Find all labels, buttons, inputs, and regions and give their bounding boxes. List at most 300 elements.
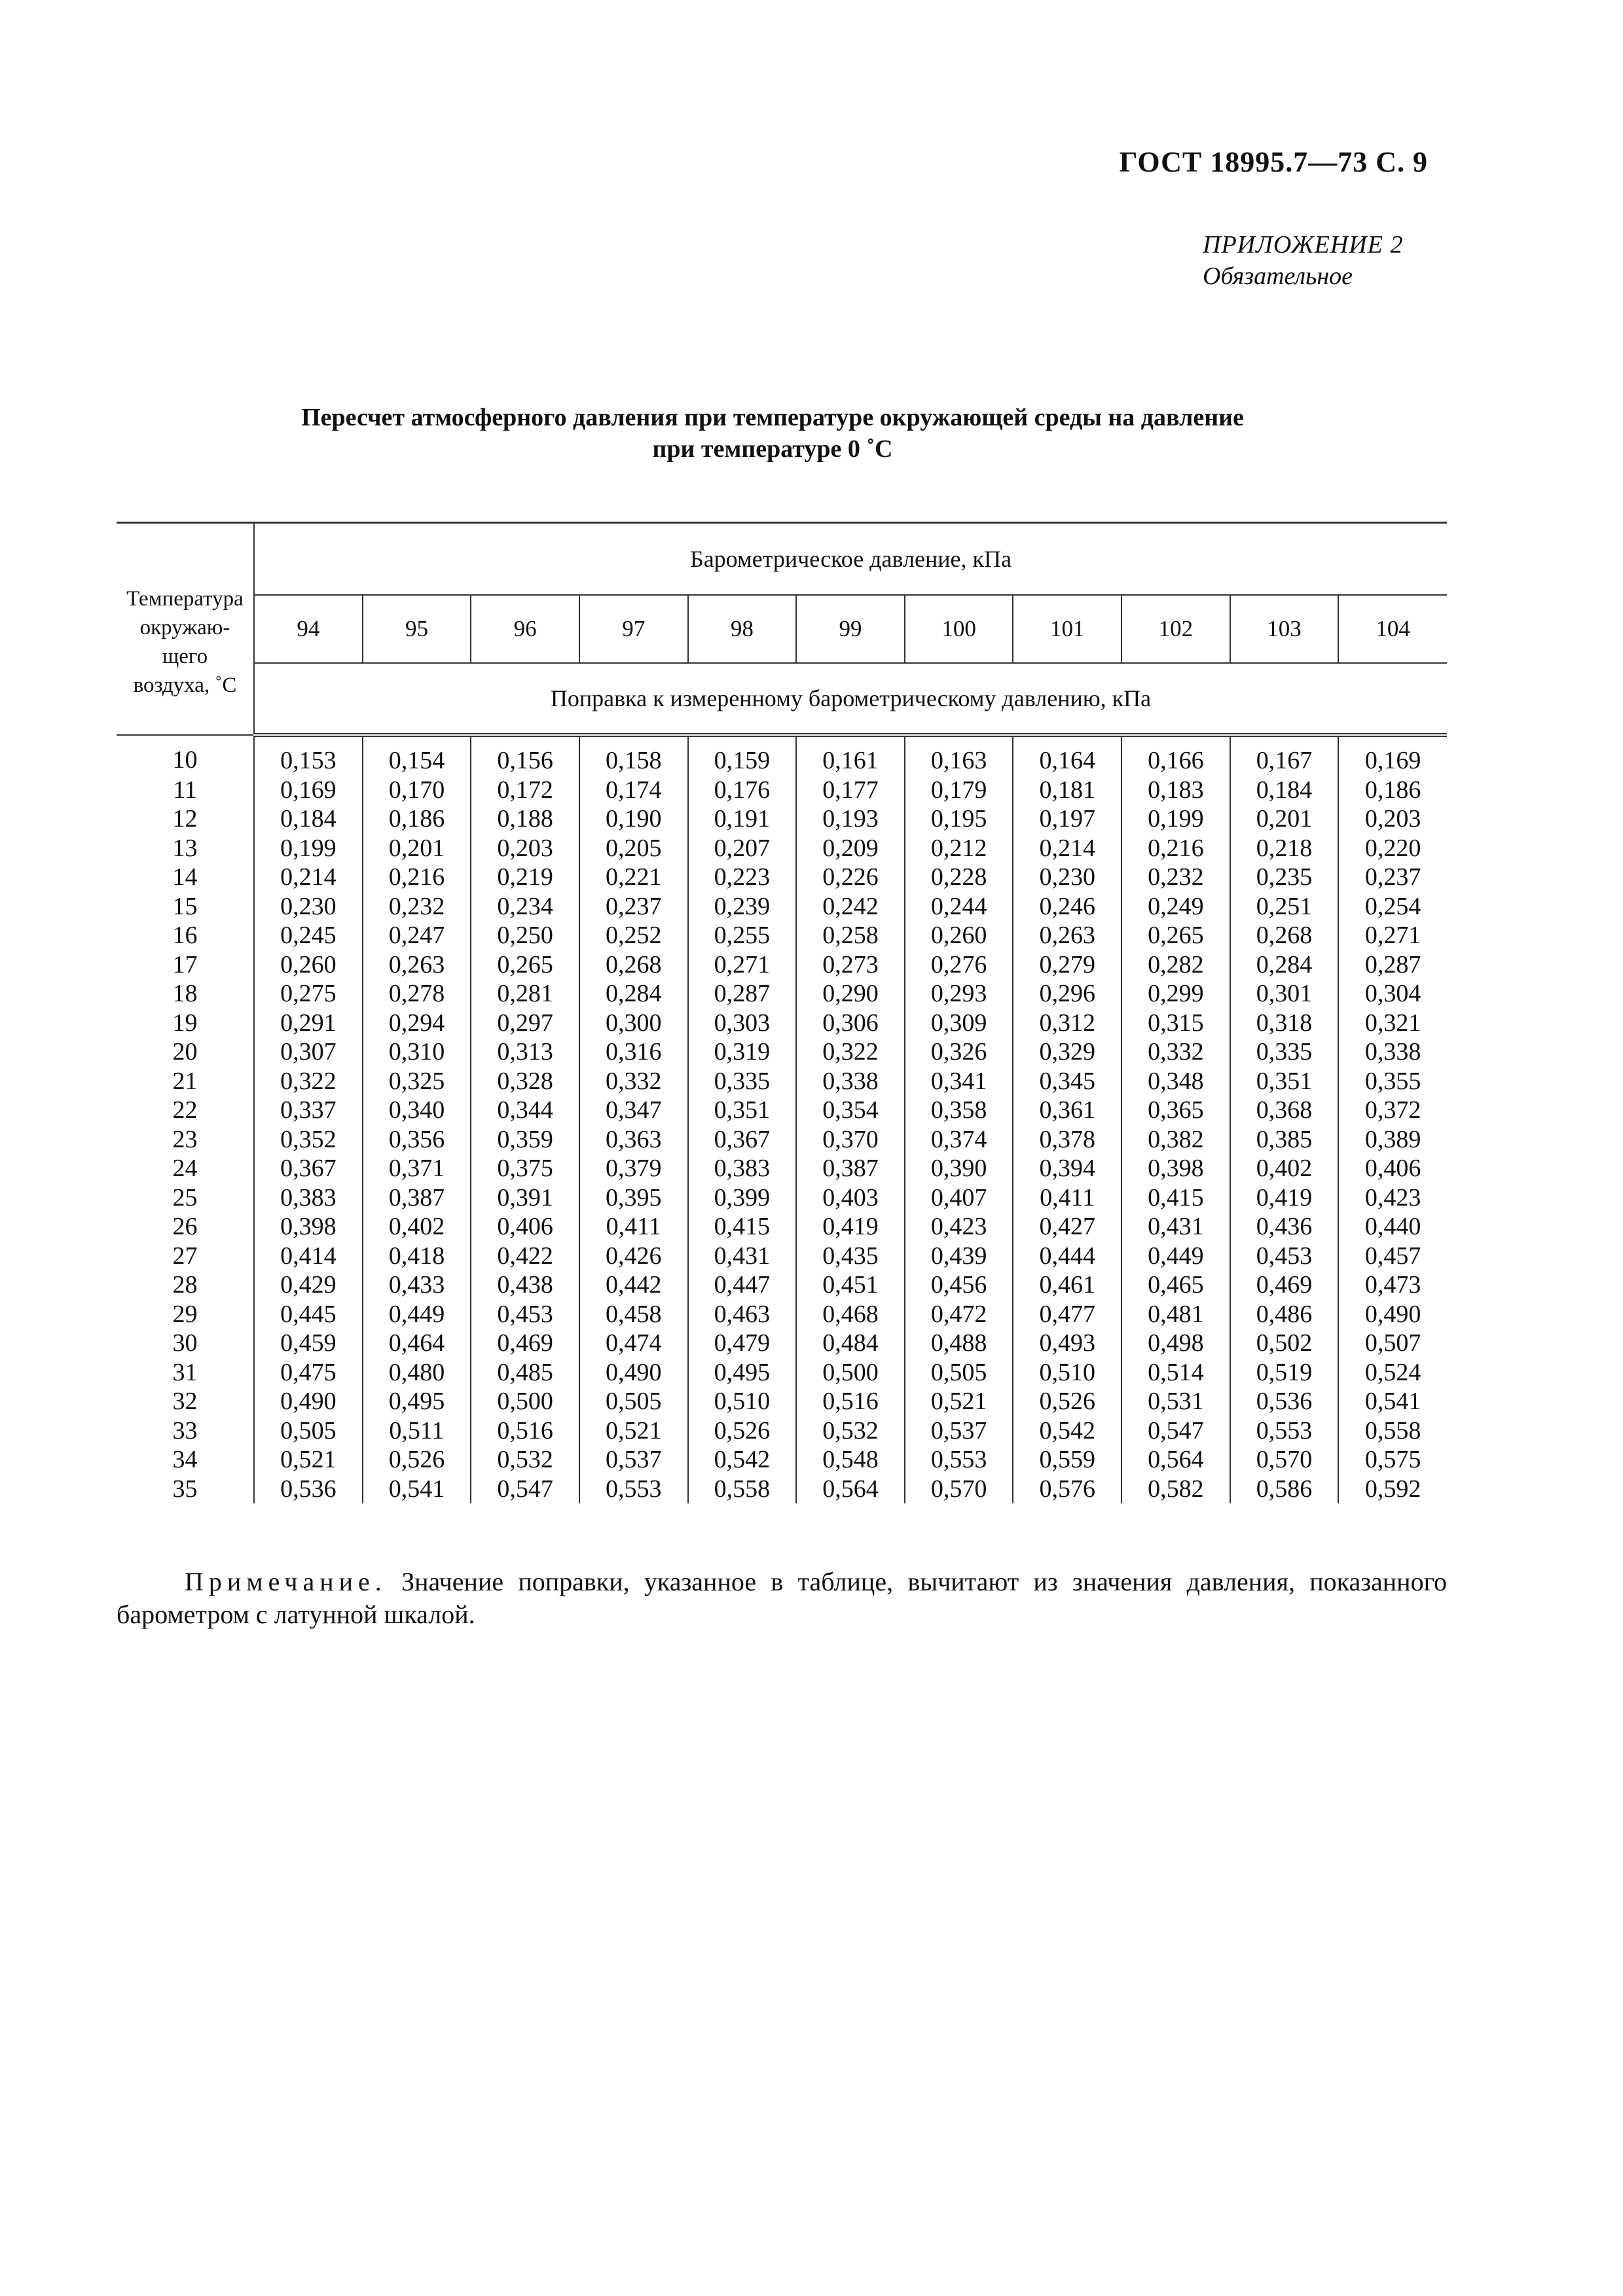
correction-cell: 0,564 [796, 1475, 905, 1504]
correction-cell: 0,458 [579, 1300, 688, 1329]
correction-cell: 0,415 [688, 1212, 797, 1242]
correction-cell: 0,335 [1230, 1037, 1339, 1067]
correction-cell: 0,251 [1230, 892, 1339, 922]
correction-cell: 0,457 [1338, 1242, 1447, 1271]
correction-cell: 0,418 [363, 1242, 471, 1271]
correction-cell: 0,228 [905, 863, 1013, 892]
correction-cell: 0,249 [1122, 892, 1230, 922]
table-row [117, 1387, 1447, 1416]
correction-cell: 0,226 [796, 863, 905, 892]
correction-cell: 0,537 [905, 1416, 1013, 1446]
correction-cell: 0,260 [254, 950, 363, 980]
temperature-cell: 29 [117, 1300, 254, 1329]
correction-cell: 0,232 [363, 892, 471, 922]
correction-cell: 0,329 [1013, 1037, 1122, 1067]
correction-cell: 0,502 [1230, 1329, 1339, 1358]
correction-cell: 0,486 [1230, 1300, 1339, 1329]
table-row [117, 1096, 1447, 1125]
correction-cell: 0,338 [796, 1067, 905, 1096]
table-row [117, 1154, 1447, 1183]
table-row [117, 834, 1447, 863]
correction-cell: 0,524 [1338, 1358, 1447, 1388]
pressure-header-cell: 94 [254, 595, 363, 663]
correction-cell: 0,537 [579, 1445, 688, 1475]
correction-cell: 0,447 [688, 1270, 797, 1300]
correction-cell: 0,382 [1122, 1125, 1230, 1155]
temperature-cell: 13 [117, 834, 254, 863]
correction-cell: 0,328 [471, 1067, 579, 1096]
correction-cell: 0,281 [471, 979, 579, 1009]
correction-cell: 0,431 [688, 1242, 797, 1271]
correction-cell: 0,367 [688, 1125, 797, 1155]
pressure-header-cell: 101 [1013, 595, 1122, 663]
correction-cell: 0,419 [1230, 1183, 1339, 1213]
correction-cell: 0,411 [579, 1212, 688, 1242]
correction-cell: 0,406 [1338, 1154, 1447, 1183]
correction-cell: 0,278 [363, 979, 471, 1009]
correction-cell: 0,184 [1230, 776, 1339, 805]
correction-cell: 0,195 [905, 804, 1013, 834]
temperature-cell: 12 [117, 804, 254, 834]
correction-cell: 0,389 [1338, 1125, 1447, 1155]
temperature-cell: 34 [117, 1445, 254, 1475]
correction-cell: 0,536 [254, 1475, 363, 1504]
correction-cell: 0,481 [1122, 1300, 1230, 1329]
table-row [117, 979, 1447, 1009]
correction-cell: 0,332 [1122, 1037, 1230, 1067]
correction-cell: 0,268 [1230, 921, 1339, 950]
correction-cell: 0,176 [688, 776, 797, 805]
temperature-cell: 26 [117, 1212, 254, 1242]
correction-cell: 0,306 [796, 1009, 905, 1038]
temperature-cell: 21 [117, 1067, 254, 1096]
correction-cell: 0,169 [254, 776, 363, 805]
temperature-cell: 33 [117, 1416, 254, 1446]
pressure-header-cell: 97 [579, 595, 688, 663]
correction-cell: 0,153 [254, 735, 363, 776]
correction-cell: 0,216 [1122, 834, 1230, 863]
correction-cell: 0,435 [796, 1242, 905, 1271]
temperature-cell: 23 [117, 1125, 254, 1155]
correction-cell: 0,201 [363, 834, 471, 863]
correction-cell: 0,310 [363, 1037, 471, 1067]
correction-cell: 0,586 [1230, 1475, 1339, 1504]
temperature-cell: 32 [117, 1387, 254, 1416]
correction-cell: 0,526 [1013, 1387, 1122, 1416]
correction-cell: 0,319 [688, 1037, 797, 1067]
correction-cell: 0,207 [688, 834, 797, 863]
correction-cell: 0,411 [1013, 1183, 1122, 1213]
temperature-header-line-1: Температура [126, 587, 244, 611]
correction-cell: 0,179 [905, 776, 1013, 805]
correction-cell: 0,510 [688, 1387, 797, 1416]
temperature-cell: 30 [117, 1329, 254, 1358]
table-row [117, 1183, 1447, 1213]
temperature-cell: 18 [117, 979, 254, 1009]
correction-cell: 0,307 [254, 1037, 363, 1067]
correction-cell: 0,181 [1013, 776, 1122, 805]
correction-cell: 0,456 [905, 1270, 1013, 1300]
correction-cell: 0,426 [579, 1242, 688, 1271]
temperature-cell: 35 [117, 1475, 254, 1504]
correction-cell: 0,318 [1230, 1009, 1339, 1038]
correction-cell: 0,514 [1122, 1358, 1230, 1388]
correction-cell: 0,387 [363, 1183, 471, 1213]
correction-cell: 0,170 [363, 776, 471, 805]
note-paragraph [117, 1566, 1447, 1631]
correction-cell: 0,245 [254, 921, 363, 950]
correction-cell: 0,378 [1013, 1125, 1122, 1155]
correction-cell: 0,399 [688, 1183, 797, 1213]
correction-cell: 0,216 [363, 863, 471, 892]
correction-cell: 0,570 [1230, 1445, 1339, 1475]
correction-cell: 0,370 [796, 1125, 905, 1155]
correction-cell: 0,265 [471, 950, 579, 980]
correction-cell: 0,223 [688, 863, 797, 892]
correction-cell: 0,516 [471, 1416, 579, 1446]
correction-cell: 0,391 [471, 1183, 579, 1213]
correction-cell: 0,469 [1230, 1270, 1339, 1300]
correction-cell: 0,372 [1338, 1096, 1447, 1125]
correction-cell: 0,402 [1230, 1154, 1339, 1183]
correction-cell: 0,490 [254, 1387, 363, 1416]
temperature-header-line-4: воздуха, ˚С [133, 673, 237, 697]
correction-cell: 0,332 [579, 1067, 688, 1096]
correction-cell: 0,338 [1338, 1037, 1447, 1067]
correction-cell: 0,505 [254, 1416, 363, 1446]
correction-cell: 0,427 [1013, 1212, 1122, 1242]
correction-cell: 0,322 [254, 1067, 363, 1096]
table-row [117, 735, 1447, 776]
correction-cell: 0,242 [796, 892, 905, 922]
correction-cell: 0,451 [796, 1270, 905, 1300]
correction-cell: 0,345 [1013, 1067, 1122, 1096]
table-title-line-2: при температуре 0 ˚С [652, 435, 893, 463]
table-row [117, 950, 1447, 980]
header-row-correction [117, 663, 1447, 735]
barometric-pressure-header: Барометрическое давление, кПа [254, 523, 1447, 596]
table-row [117, 863, 1447, 892]
correction-cell: 0,344 [471, 1096, 579, 1125]
correction-cell: 0,419 [796, 1212, 905, 1242]
correction-cell: 0,500 [471, 1387, 579, 1416]
correction-cell: 0,335 [688, 1067, 797, 1096]
correction-cell: 0,468 [796, 1300, 905, 1329]
correction-cell: 0,221 [579, 863, 688, 892]
correction-cell: 0,505 [579, 1387, 688, 1416]
table-body [117, 735, 1447, 1503]
correction-cell: 0,260 [905, 921, 1013, 950]
correction-cell: 0,337 [254, 1096, 363, 1125]
correction-cell: 0,313 [471, 1037, 579, 1067]
table-row [117, 1242, 1447, 1271]
correction-cell: 0,193 [796, 804, 905, 834]
correction-cell: 0,301 [1230, 979, 1339, 1009]
appendix-status: Обязательное [1203, 262, 1353, 290]
correction-cell: 0,237 [1338, 863, 1447, 892]
table-row [117, 1329, 1447, 1358]
correction-cell: 0,325 [363, 1067, 471, 1096]
correction-cell: 0,163 [905, 735, 1013, 776]
correction-cell: 0,449 [1122, 1242, 1230, 1271]
correction-cell: 0,203 [471, 834, 579, 863]
correction-cell: 0,315 [1122, 1009, 1230, 1038]
correction-cell: 0,347 [579, 1096, 688, 1125]
correction-cell: 0,436 [1230, 1212, 1339, 1242]
correction-cell: 0,532 [796, 1416, 905, 1446]
correction-cell: 0,169 [1338, 735, 1447, 776]
correction-cell: 0,199 [1122, 804, 1230, 834]
correction-cell: 0,154 [363, 735, 471, 776]
correction-header: Поправка к измеренному барометрическому давлению, кПа [254, 663, 1447, 735]
table-title [0, 402, 1545, 465]
table-row [117, 1009, 1447, 1038]
correction-cell: 0,203 [1338, 804, 1447, 834]
correction-cell: 0,505 [905, 1358, 1013, 1388]
header-row-group [117, 523, 1447, 596]
correction-cell: 0,444 [1013, 1242, 1122, 1271]
appendix-title: ПРИЛОЖЕНИЕ 2 [1203, 231, 1404, 259]
correction-cell: 0,351 [1230, 1067, 1339, 1096]
correction-cell: 0,521 [254, 1445, 363, 1475]
correction-cell: 0,541 [1338, 1387, 1447, 1416]
correction-cell: 0,488 [905, 1329, 1013, 1358]
table-row [117, 1416, 1447, 1446]
correction-cell: 0,477 [1013, 1300, 1122, 1329]
correction-cell: 0,172 [471, 776, 579, 805]
correction-cell: 0,321 [1338, 1009, 1447, 1038]
correction-cell: 0,493 [1013, 1329, 1122, 1358]
correction-cell: 0,433 [363, 1270, 471, 1300]
table-row [117, 1358, 1447, 1388]
temperature-cell: 27 [117, 1242, 254, 1271]
correction-cell: 0,156 [471, 735, 579, 776]
correction-cell: 0,398 [1122, 1154, 1230, 1183]
temperature-cell: 25 [117, 1183, 254, 1213]
correction-cell: 0,526 [688, 1416, 797, 1446]
pressure-header-cell: 102 [1122, 595, 1230, 663]
correction-cell: 0,464 [363, 1329, 471, 1358]
correction-cell: 0,431 [1122, 1212, 1230, 1242]
temperature-cell: 19 [117, 1009, 254, 1038]
table-row [117, 1212, 1447, 1242]
correction-cell: 0,177 [796, 776, 905, 805]
correction-cell: 0,220 [1338, 834, 1447, 863]
table-row [117, 1475, 1447, 1504]
correction-cell: 0,480 [363, 1358, 471, 1388]
correction-cell: 0,484 [796, 1329, 905, 1358]
correction-cell: 0,374 [905, 1125, 1013, 1155]
correction-cell: 0,246 [1013, 892, 1122, 922]
correction-cell: 0,287 [688, 979, 797, 1009]
correction-cell: 0,521 [579, 1416, 688, 1446]
correction-cell: 0,351 [688, 1096, 797, 1125]
correction-cell: 0,521 [905, 1387, 1013, 1416]
pressure-values-row [117, 595, 1447, 663]
correction-cell: 0,495 [688, 1358, 797, 1388]
correction-cell: 0,161 [796, 735, 905, 776]
correction-cell: 0,367 [254, 1154, 363, 1183]
correction-cell: 0,191 [688, 804, 797, 834]
table-row [117, 1300, 1447, 1329]
table-row [117, 892, 1447, 922]
correction-cell: 0,559 [1013, 1445, 1122, 1475]
correction-cell: 0,265 [1122, 921, 1230, 950]
correction-cell: 0,218 [1230, 834, 1339, 863]
correction-cell: 0,186 [1338, 776, 1447, 805]
correction-cell: 0,423 [1338, 1183, 1447, 1213]
correction-cell: 0,547 [471, 1475, 579, 1504]
correction-cell: 0,415 [1122, 1183, 1230, 1213]
correction-cell: 0,284 [1230, 950, 1339, 980]
note-text: Значение поправки, указанное в таблице, вычитают из значения давления, показанного барометром с латунной шкалой. [117, 1567, 1447, 1629]
correction-cell: 0,322 [796, 1037, 905, 1067]
correction-cell: 0,495 [363, 1387, 471, 1416]
correction-cell: 0,209 [796, 834, 905, 863]
table-row [117, 921, 1447, 950]
correction-cell: 0,300 [579, 1009, 688, 1038]
temperature-cell: 10 [117, 735, 254, 776]
correction-cell: 0,582 [1122, 1475, 1230, 1504]
correction-cell: 0,439 [905, 1242, 1013, 1271]
page-header: ГОСТ 18995.7—73 С. 9 [1119, 146, 1428, 178]
correction-cell: 0,383 [688, 1154, 797, 1183]
correction-cell: 0,304 [1338, 979, 1447, 1009]
correction-cell: 0,263 [1013, 921, 1122, 950]
temperature-cell: 20 [117, 1037, 254, 1067]
correction-cell: 0,558 [688, 1475, 797, 1504]
table-row [117, 1270, 1447, 1300]
correction-cell: 0,440 [1338, 1212, 1447, 1242]
table-row [117, 1125, 1447, 1155]
correction-cell: 0,500 [796, 1358, 905, 1388]
correction-cell: 0,406 [471, 1212, 579, 1242]
correction-cell: 0,387 [796, 1154, 905, 1183]
correction-cell: 0,284 [579, 979, 688, 1009]
correction-cell: 0,542 [688, 1445, 797, 1475]
correction-cell: 0,442 [579, 1270, 688, 1300]
correction-cell: 0,422 [471, 1242, 579, 1271]
correction-cell: 0,293 [905, 979, 1013, 1009]
correction-cell: 0,159 [688, 735, 797, 776]
correction-cell: 0,297 [471, 1009, 579, 1038]
correction-cell: 0,438 [471, 1270, 579, 1300]
table-row [117, 1445, 1447, 1475]
correction-cell: 0,395 [579, 1183, 688, 1213]
correction-cell: 0,303 [688, 1009, 797, 1038]
correction-cell: 0,252 [579, 921, 688, 950]
correction-cell: 0,184 [254, 804, 363, 834]
correction-cell: 0,465 [1122, 1270, 1230, 1300]
temperature-header-line-2: окружаю- [139, 616, 230, 639]
correction-cell: 0,390 [905, 1154, 1013, 1183]
correction-cell: 0,197 [1013, 804, 1122, 834]
correction-cell: 0,247 [363, 921, 471, 950]
correction-cell: 0,536 [1230, 1387, 1339, 1416]
correction-cell: 0,375 [471, 1154, 579, 1183]
correction-cell: 0,201 [1230, 804, 1339, 834]
temperature-cell: 16 [117, 921, 254, 950]
correction-cell: 0,490 [1338, 1300, 1447, 1329]
correction-cell: 0,576 [1013, 1475, 1122, 1504]
table-row [117, 1067, 1447, 1096]
correction-cell: 0,232 [1122, 863, 1230, 892]
correction-cell: 0,212 [905, 834, 1013, 863]
correction-cell: 0,294 [363, 1009, 471, 1038]
correction-cell: 0,326 [905, 1037, 1013, 1067]
note-label: Примечание. [185, 1567, 387, 1596]
correction-cell: 0,299 [1122, 979, 1230, 1009]
pressure-header-cell: 96 [471, 595, 579, 663]
correction-cell: 0,475 [254, 1358, 363, 1388]
correction-cell: 0,507 [1338, 1329, 1447, 1358]
correction-cell: 0,379 [579, 1154, 688, 1183]
table-title-line-1: Пересчет атмосферного давления при температуре окружающей среды на давление [301, 404, 1244, 431]
temperature-cell: 14 [117, 863, 254, 892]
temperature-cell: 22 [117, 1096, 254, 1125]
correction-cell: 0,214 [254, 863, 363, 892]
correction-cell: 0,363 [579, 1125, 688, 1155]
temperature-cell: 15 [117, 892, 254, 922]
correction-cell: 0,158 [579, 735, 688, 776]
pressure-header-cell: 95 [363, 595, 471, 663]
correction-cell: 0,479 [688, 1329, 797, 1358]
correction-cell: 0,403 [796, 1183, 905, 1213]
correction-cell: 0,519 [1230, 1358, 1339, 1388]
correction-cell: 0,355 [1338, 1067, 1447, 1096]
correction-cell: 0,250 [471, 921, 579, 950]
correction-cell: 0,258 [796, 921, 905, 950]
temperature-cell: 17 [117, 950, 254, 980]
correction-cell: 0,541 [363, 1475, 471, 1504]
correction-cell: 0,282 [1122, 950, 1230, 980]
correction-cell: 0,423 [905, 1212, 1013, 1242]
correction-cell: 0,268 [579, 950, 688, 980]
correction-cell: 0,516 [796, 1387, 905, 1416]
correction-cell: 0,358 [905, 1096, 1013, 1125]
correction-cell: 0,445 [254, 1300, 363, 1329]
correction-cell: 0,287 [1338, 950, 1447, 980]
correction-cell: 0,592 [1338, 1475, 1447, 1504]
correction-cell: 0,453 [1230, 1242, 1339, 1271]
correction-cell: 0,356 [363, 1125, 471, 1155]
correction-cell: 0,371 [363, 1154, 471, 1183]
correction-cell: 0,290 [796, 979, 905, 1009]
correction-cell: 0,368 [1230, 1096, 1339, 1125]
temperature-cell: 31 [117, 1358, 254, 1388]
table-header [117, 523, 1447, 736]
correction-cell: 0,402 [363, 1212, 471, 1242]
correction-cell: 0,244 [905, 892, 1013, 922]
correction-cell: 0,186 [363, 804, 471, 834]
correction-cell: 0,219 [471, 863, 579, 892]
correction-cell: 0,548 [796, 1445, 905, 1475]
correction-cell: 0,271 [688, 950, 797, 980]
correction-cell: 0,279 [1013, 950, 1122, 980]
table-row [117, 804, 1447, 834]
correction-cell: 0,340 [363, 1096, 471, 1125]
correction-cell: 0,255 [688, 921, 797, 950]
correction-cell: 0,526 [363, 1445, 471, 1475]
correction-cell: 0,485 [471, 1358, 579, 1388]
correction-cell: 0,188 [471, 804, 579, 834]
correction-cell: 0,472 [905, 1300, 1013, 1329]
correction-cell: 0,237 [579, 892, 688, 922]
correction-cell: 0,398 [254, 1212, 363, 1242]
correction-cell: 0,459 [254, 1329, 363, 1358]
correction-cell: 0,263 [363, 950, 471, 980]
correction-cell: 0,214 [1013, 834, 1122, 863]
